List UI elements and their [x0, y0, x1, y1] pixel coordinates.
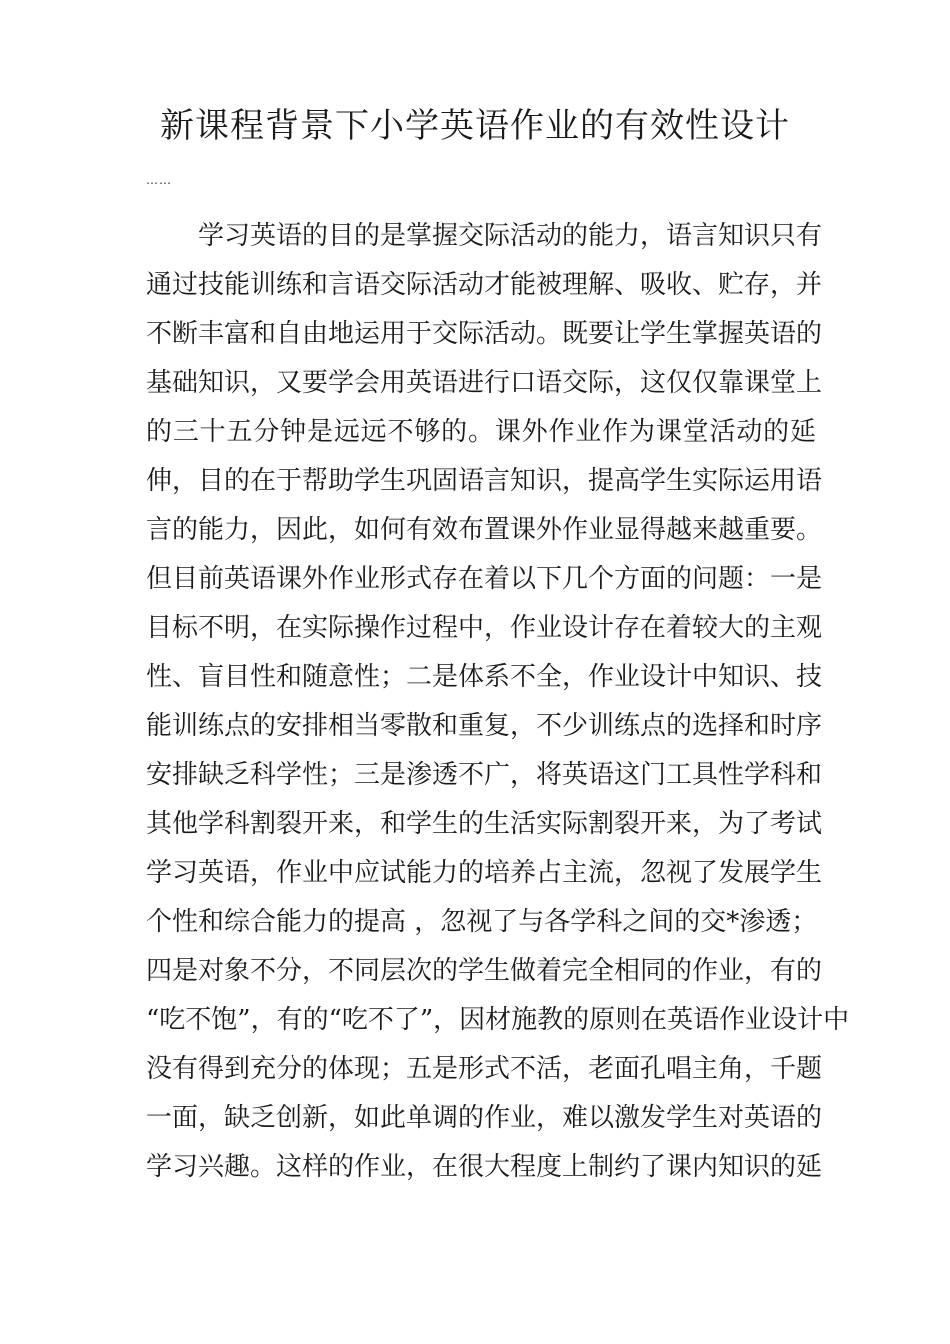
document-title: 新课程背景下小学英语作业的有效性设计 — [160, 106, 790, 146]
text-line: 目标不明，在实际操作过程中，作业设计存在着较大的主观 — [146, 613, 823, 643]
body-paragraph — [146, 212, 850, 1192]
text-line: 但目前英语课外作业形式存在着以下几个方面的问题：一是 — [146, 564, 823, 594]
text-line: 通过技能训练和言语交际活动才能被理解、吸收、贮存，并 — [146, 270, 823, 300]
text-line: 基础知识，又要学会用英语进行口语交际，这仅仅靠课堂上 — [146, 368, 823, 398]
text-line: “吃不饱”，有的“吃不了”，因材施教的原则在英语作业设计中 — [146, 1005, 850, 1035]
text-line: 学习英语，作业中应试能力的培养占主流，忽视了发展学生 — [146, 858, 823, 888]
text-line: 不断丰富和自由地运用于交际活动。既要让学生掌握英语的 — [146, 319, 823, 349]
text-line: 言的能力，因此，如何有效布置课外作业显得越来越重要。 — [146, 515, 823, 545]
text-line: 没有得到充分的体现；五是形式不活，老面孔唱主角，千题 — [146, 1054, 823, 1084]
text-line: 四是对象不分，不同层次的学生做着完全相同的作业，有的 — [146, 956, 823, 986]
text-line: 学习兴趣。这样的作业，在很大程度上制约了课内知识的延 — [146, 1152, 823, 1182]
text-line: 个性和综合能力的提高 ，忽视了与各学科之间的交*渗透； — [146, 907, 818, 937]
text-line: 学习英语的目的是掌握交际活动的能力，语言知识只有 — [198, 221, 823, 251]
author-ellipsis: …… — [146, 173, 172, 187]
text-line: 伸，目的在于帮助学生巩固语言知识，提高学生实际运用语 — [146, 466, 823, 496]
text-line: 能训练点的安排相当零散和重复，不少训练点的选择和时序 — [146, 711, 823, 741]
text-line: 性、盲目性和随意性；二是体系不全，作业设计中知识、技 — [146, 662, 823, 692]
text-line: 安排缺乏科学性；三是渗透不广，将英语这门工具性学科和 — [146, 760, 823, 790]
text-line: 其他学科割裂开来，和学生的生活实际割裂开来，为了考试 — [146, 809, 823, 839]
text-line: 一面，缺乏创新，如此单调的作业，难以激发学生对英语的 — [146, 1103, 823, 1133]
text-line: 的三十五分钟是远远不够的。课外作业作为课堂活动的延 — [146, 417, 816, 447]
